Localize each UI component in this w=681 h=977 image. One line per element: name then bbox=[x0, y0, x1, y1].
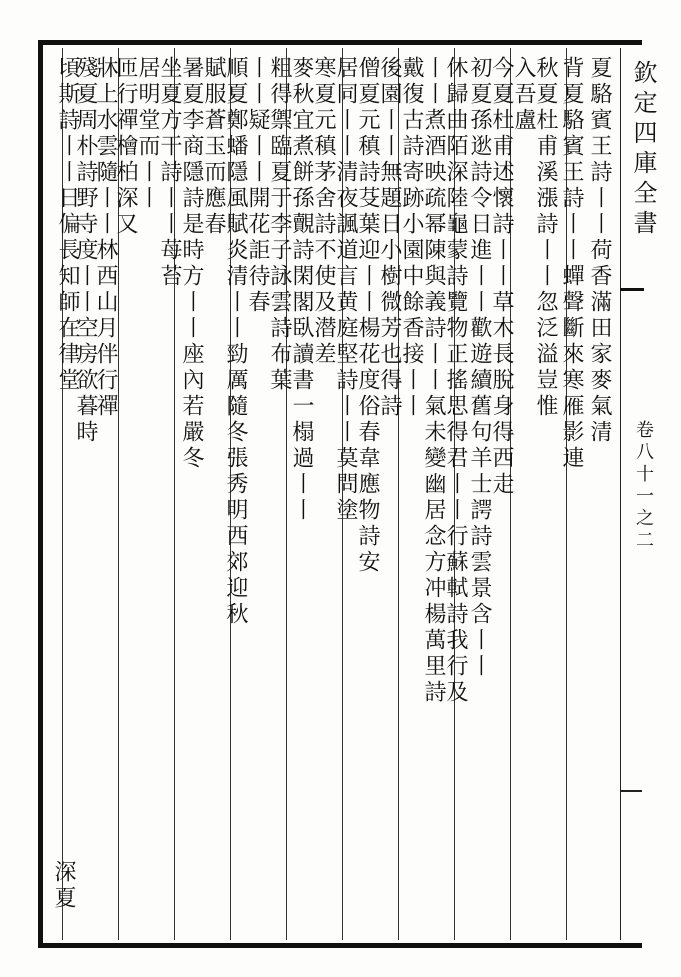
text-column: 坐夏方干詩丨丨苺苔 bbox=[157, 56, 182, 290]
text-column: 牀上水雲隨丨丨林西山月伴行禪 bbox=[93, 56, 118, 420]
text-column: 粗得禦臨夏于李子詠雲詩布葉 bbox=[267, 56, 292, 394]
text-column: 休歸曲陌深陸龜蒙詩覽物正搖思得君丨丨行蘇軾詩我行及 bbox=[443, 56, 468, 706]
text-column: 深夏 bbox=[51, 860, 76, 912]
text-column: 夏駱賓王詩丨丨荷香滿田家麥氣清 bbox=[587, 56, 612, 446]
text-column: 戴復古詩寄跡小園中餘香接丨丨 bbox=[399, 56, 424, 420]
text-column: 秋夏杜甫溪漲詩丨丨忽泛溢豈惟 bbox=[533, 56, 558, 420]
text-column: 居同丨丨清夜諷道言黄庭堅詩丨丨莫問塗 bbox=[333, 56, 358, 524]
text-column: 後園丨丨無題日小樹微芳也得詩 bbox=[377, 56, 402, 420]
text-column: 賦服蒼玉而應春 bbox=[201, 56, 226, 238]
text-column: 匝行禪檜柏深又 bbox=[113, 56, 138, 238]
text-column: 背夏駱賓王詩丨丨蟬聲斷來寒雁影連 bbox=[559, 56, 584, 472]
text-column: 入吾盧 bbox=[511, 56, 536, 134]
text-column: 殘夏周朴詩野寺度丨丨空房欲暮時 bbox=[73, 56, 98, 446]
text-column: 順夏鄭蟠隱風賦炎清丨丨勁厲隨冬張秀明西郊迎秋 bbox=[223, 56, 248, 628]
text-column: 今夏杜甫述懷詩丨丨草木長脫身得西走 bbox=[489, 56, 514, 498]
text-column: 寒夏元稹茅舍詩不使及潜差 bbox=[311, 56, 336, 368]
volume-label: 卷八十一之二 bbox=[633, 420, 654, 552]
text-column: 僧夏元稹詩芟葉迎丨丨楊花度俗春韋應物詩安 bbox=[355, 56, 380, 576]
text-column: 初夏孫逖詩令日進丨丨歡遊續舊句羊士諤詩雲景含丨丨 bbox=[467, 56, 492, 680]
text-column: 頃斯詩丨丨日偏長知師在律堂 bbox=[55, 56, 80, 394]
text-column: 麥秋宜煮餅孫覿詩閑閣臥讀書一榻過丨丨 bbox=[289, 56, 314, 524]
margin-tick bbox=[620, 790, 642, 792]
text-column: 暑夏李商隱詩是時方丨丨座內若嚴冬 bbox=[179, 56, 204, 472]
text-column: 居明堂而丨丨 bbox=[135, 56, 160, 212]
text-column: 丨丨疑丨丨開花詎待春 bbox=[245, 56, 270, 316]
text-column: 丨丨煮酒映疏幂陳與義詩丨丨氣未變幽居念方冲楊萬里詩 bbox=[421, 56, 446, 706]
book-title: 欽定四庫全書 bbox=[629, 60, 657, 240]
